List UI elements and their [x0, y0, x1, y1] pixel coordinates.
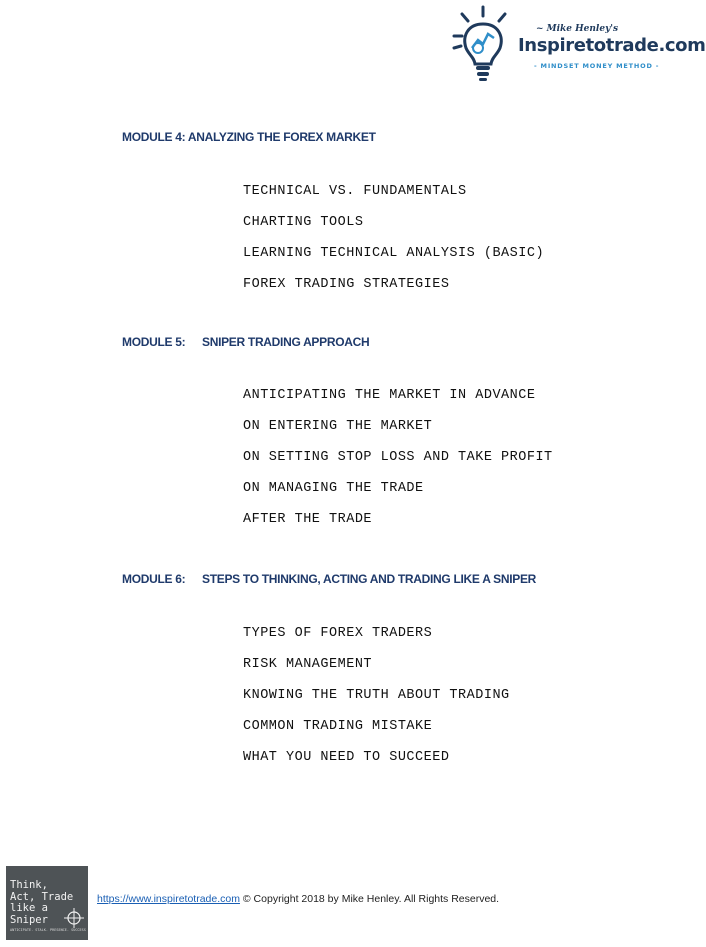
module-number: MODULE 6: — [122, 572, 186, 586]
module-number: MODULE 5: — [122, 335, 186, 349]
module-6-heading — [122, 572, 537, 586]
list-item: LEARNING TECHNICAL ANALYSIS (BASIC) — [243, 246, 545, 261]
module-5-heading — [122, 335, 370, 349]
list-item: CHARTING TOOLS — [243, 215, 364, 230]
list-item: FOREX TRADING STRATEGIES — [243, 277, 450, 292]
lightbulb-icon — [450, 4, 520, 86]
list-item: RISK MANAGEMENT — [243, 657, 373, 672]
list-item: ANTICIPATING THE MARKET IN ADVANCE — [243, 388, 536, 403]
module-4-heading: MODULE 4: ANALYZING THE FOREX MARKET — [122, 130, 376, 144]
list-item: TECHNICAL VS. FUNDAMENTALS — [243, 184, 467, 199]
list-item: COMMON TRADING MISTAKE — [243, 719, 433, 734]
module-title: STEPS TO THINKING, ACTING AND TRADING LIKE A SNIPER — [202, 572, 537, 586]
brand-logo — [450, 4, 706, 86]
website-link[interactable]: https://www.inspiretotrade.com — [97, 893, 240, 905]
badge-title: Think, Act, Trade like a Sniper — [10, 879, 74, 926]
list-item: WHAT YOU NEED TO SUCCEED — [243, 750, 450, 765]
module-6-list — [243, 626, 510, 781]
list-item: ON ENTERING THE MARKET — [243, 419, 433, 434]
logo-byline: ~ Mike Henley's — [536, 24, 619, 34]
list-item: ON SETTING STOP LOSS AND TAKE PROFIT — [243, 450, 553, 465]
list-item: AFTER THE TRADE — [243, 512, 373, 527]
logo-tagline: - MINDSET MONEY METHOD - — [534, 62, 660, 70]
copyright-text: © Copyright 2018 by Mike Henley. All Rights Reserved. — [239, 893, 500, 905]
page-footer — [97, 893, 499, 905]
module-title: SNIPER TRADING APPROACH — [202, 335, 370, 349]
list-item: TYPES OF FOREX TRADERS — [243, 626, 433, 641]
book-cover-badge — [6, 866, 88, 940]
list-item: ON MANAGING THE TRADE — [243, 481, 424, 496]
module-4-list — [243, 184, 544, 308]
logo-name: Inspiretotrade.com — [518, 35, 706, 56]
badge-subtitle: ANTICIPATE. STALK. PRESENCE. SUCCESS — [10, 928, 86, 932]
list-item: KNOWING THE TRUTH ABOUT TRADING — [243, 688, 510, 703]
module-5-list — [243, 388, 553, 543]
crosshair-icon — [64, 908, 84, 928]
